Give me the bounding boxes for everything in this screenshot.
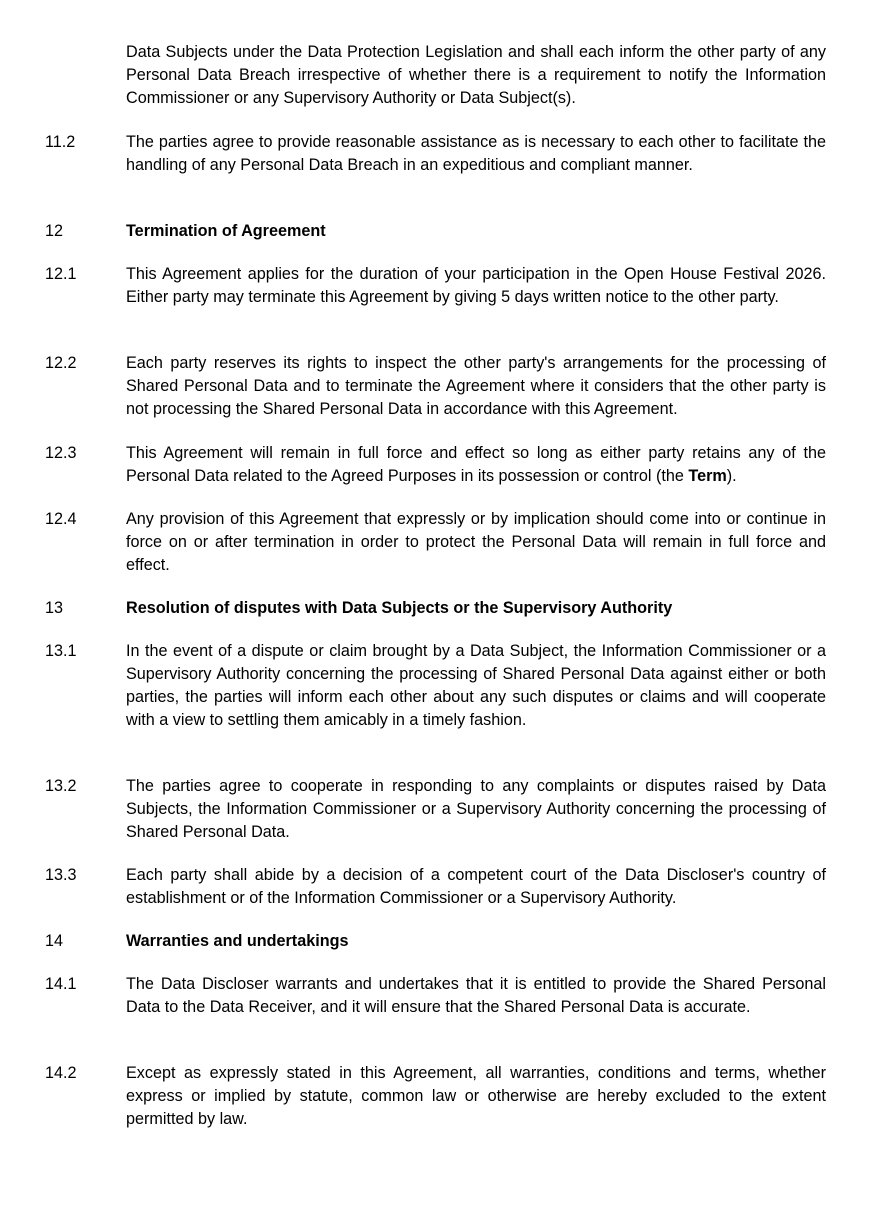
clause-number: 13.2 [45,777,77,795]
clause-number: 12.1 [45,265,77,283]
clause-number: 12.4 [45,510,77,528]
clause-text: The parties agree to provide reasonable assistance as is necessary to each other to facilitate the handling of any Personal Data Breach in an expeditious and compliant manner. [126,133,826,175]
section-number: 12 [45,222,64,240]
clause-number: 14.1 [45,975,77,993]
clause-text-end: ). [726,467,737,486]
defined-term: Term [688,467,727,486]
clause-number: 12.3 [45,444,77,462]
section-title: Resolution of disputes with Data Subjects or the Supervisory Authority [126,599,673,617]
clause-text [126,442,826,488]
section-title: Warranties and undertakings [126,932,349,950]
clause-text: The parties agree to cooperate in responding to any complaints or disputes raised by Data Subjects, the Information Commissioner or a Supervisory Authority concerning the processing of Shared Personal Data. [126,777,826,842]
continuation-paragraph: Data Subjects under the Data Protection Legislation and shall each inform the other party of any Personal Data Breach irrespective of whether there is a requirement to notify the Information Commissioner or any Supervisory Authority or Data Subject(s). [126,43,826,108]
clause-number: 14.2 [45,1064,77,1082]
clause-text: In the event of a dispute or claim brought by a Data Subject, the Information Commissioner or a Supervisory Authority concerning the processing of Shared Personal Data against either or both parties, the parties will inform each other about any such disputes or claims and will cooperate with a view to settling them amicably in a timely fashion. [126,642,826,730]
clause-text: This Agreement applies for the duration of your participation in the Open House Festival 2026. Either party may terminate this Agreement by giving 5 days written notice to the other party. [126,265,826,307]
clause-text: Each party shall abide by a decision of a competent court of the Data Discloser's country of establishment or of the Information Commissioner or a Supervisory Authority. [126,866,826,908]
clause-text-start: This Agreement will remain in full force and effect so long as either party retains any of the Personal Data related to the Agreed Purposes in its possession or control (the [126,444,826,486]
clause-text: Any provision of this Agreement that expressly or by implication should come into or continue in force on or after termination in order to protect the Personal Data will remain in full force and effect. [126,510,826,575]
clause-text: The Data Discloser warrants and undertakes that it is entitled to provide the Shared Personal Data to the Data Receiver, and it will ensure that the Shared Personal Data is accurate. [126,975,826,1017]
clause-number: 13.3 [45,866,77,884]
clause-number: 11.2 [45,133,76,151]
clause-number: 13.1 [45,642,77,660]
clause-text: Each party reserves its rights to inspect the other party's arrangements for the processing of Shared Personal Data and to terminate the Agreement where it considers that the other party is not processing the Shared Personal Data in accordance with this Agreement. [126,354,826,419]
section-number: 13 [45,599,64,617]
section-title: Termination of Agreement [126,222,326,240]
clause-text: Except as expressly stated in this Agreement, all warranties, conditions and terms, whether express or implied by statute, common law or otherwise are hereby excluded to the extent permitted by law. [126,1064,826,1129]
section-number: 14 [45,932,64,950]
clause-number: 12.2 [45,354,77,372]
